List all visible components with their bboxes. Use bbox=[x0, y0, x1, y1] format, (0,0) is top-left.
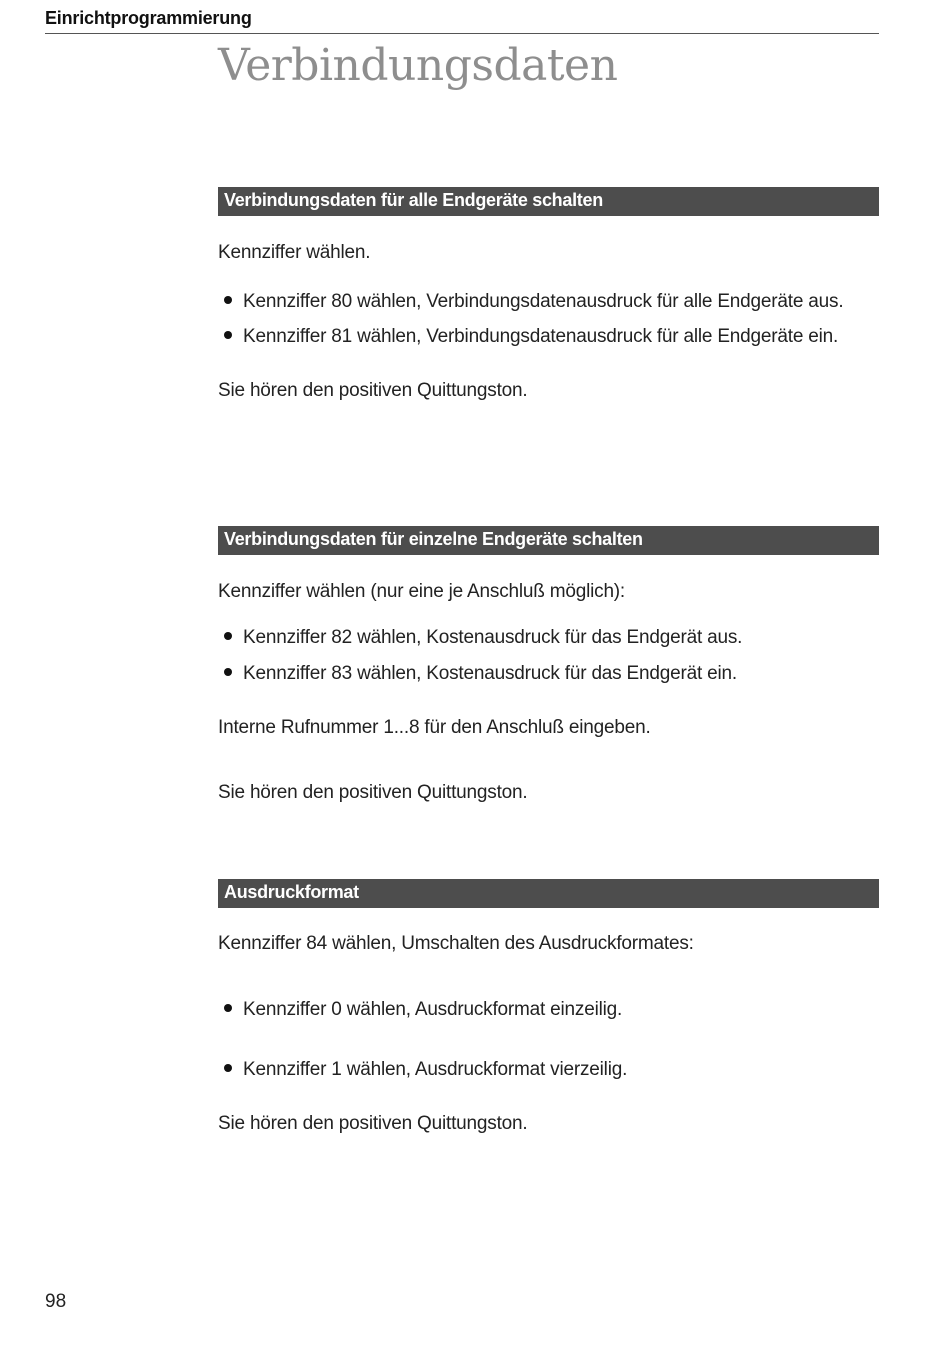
list-item-text: Kennziffer 0 wählen, Ausdruckformat einzeilig. bbox=[243, 999, 623, 1020]
list-item bbox=[218, 999, 622, 1021]
instruction-text: Interne Rufnummer 1...8 für den Anschluß eingeben. bbox=[218, 717, 651, 738]
header-divider bbox=[45, 33, 879, 34]
confirmation-text: Sie hören den positiven Quittungston. bbox=[218, 1113, 528, 1134]
list-item bbox=[218, 663, 737, 685]
bullet-icon bbox=[224, 632, 232, 640]
list-item-text: Kennziffer 1 wählen, Ausdruckformat vierzeilig. bbox=[243, 1059, 628, 1080]
list-item bbox=[218, 326, 838, 348]
list-item-text: Kennziffer 80 wählen, Verbindungsdatenausdruck für alle Endgeräte aus. bbox=[243, 291, 844, 312]
list-item bbox=[218, 1059, 627, 1081]
bullet-icon bbox=[224, 1004, 232, 1012]
list-item bbox=[218, 291, 843, 313]
confirmation-text: Sie hören den positiven Quittungston. bbox=[218, 380, 528, 401]
bullet-icon bbox=[224, 331, 232, 339]
section-heading-single-device: Verbindungsdaten für einzelne Endgeräte schalten bbox=[218, 526, 879, 555]
bullet-icon bbox=[224, 296, 232, 304]
list-item-text: Kennziffer 83 wählen, Kostenausdruck für das Endgerät ein. bbox=[243, 663, 737, 684]
page-title: Verbindungsdaten bbox=[218, 40, 618, 91]
section-intro: Kennziffer wählen (nur eine je Anschluß möglich): bbox=[218, 581, 626, 602]
page-number: 98 bbox=[45, 1291, 67, 1312]
section-heading-all-devices: Verbindungsdaten für alle Endgeräte schalten bbox=[218, 187, 879, 216]
bullet-icon bbox=[224, 668, 232, 676]
list-item bbox=[218, 627, 742, 649]
list-item-text: Kennziffer 81 wählen, Verbindungsdatenausdruck für alle Endgeräte ein. bbox=[243, 326, 839, 347]
confirmation-text: Sie hören den positiven Quittungston. bbox=[218, 782, 528, 803]
section-heading-print-format: Ausdruckformat bbox=[218, 879, 879, 908]
running-header: Einrichtprogrammierung bbox=[45, 8, 252, 28]
section-intro: Kennziffer wählen. bbox=[218, 242, 371, 263]
bullet-icon bbox=[224, 1064, 232, 1072]
section-intro: Kennziffer 84 wählen, Umschalten des Ausdruckformates: bbox=[218, 933, 694, 954]
list-item-text: Kennziffer 82 wählen, Kostenausdruck für das Endgerät aus. bbox=[243, 627, 743, 648]
